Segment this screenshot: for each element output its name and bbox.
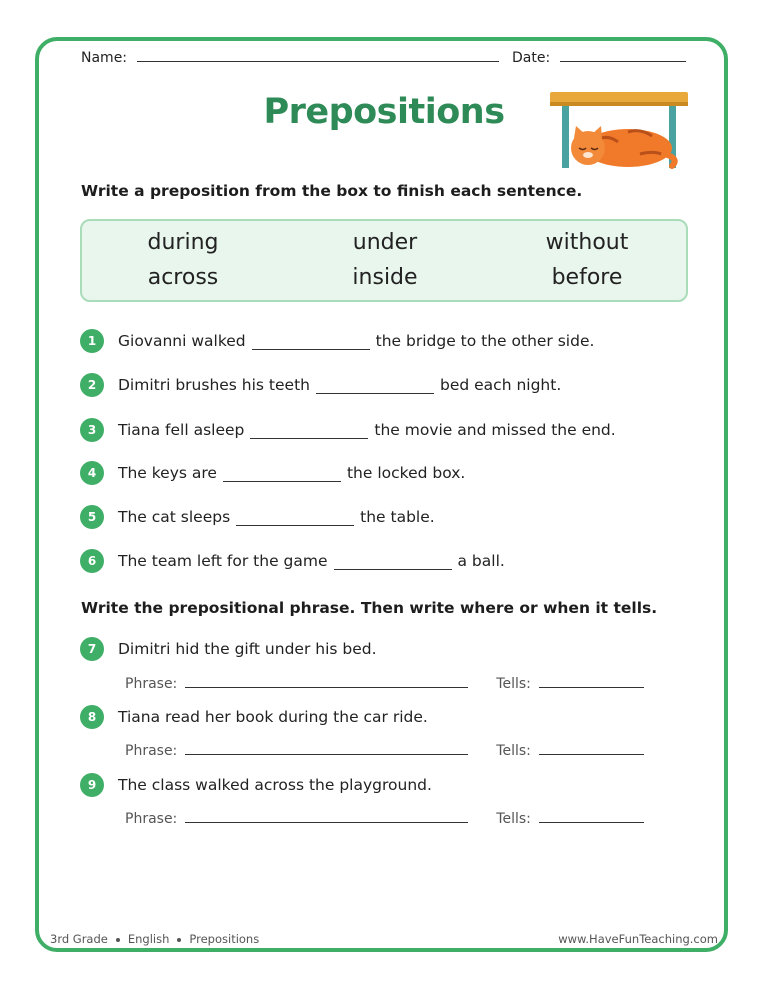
- word-bank: [80, 219, 688, 302]
- question-6: [80, 549, 505, 573]
- question-text-before: The keys are: [118, 464, 217, 482]
- answer-blank[interactable]: [223, 465, 341, 482]
- question-text-after: the table.: [360, 508, 435, 526]
- question-number-badge: 1: [80, 329, 104, 353]
- cat-under-table-illustration: [548, 88, 690, 172]
- question-number-badge: 2: [80, 373, 104, 397]
- name-line[interactable]: [137, 61, 499, 62]
- question-5: [80, 505, 435, 529]
- part1-instruction: Write a preposition from the box to finish each sentence.: [81, 182, 583, 200]
- question-text-after: a ball.: [457, 552, 505, 570]
- name-date-row: [81, 50, 686, 66]
- question-number-badge: 9: [80, 773, 104, 797]
- date-label: Date:: [512, 50, 551, 66]
- answer-row-8: [125, 743, 644, 759]
- question-text-before: Giovanni walked: [118, 332, 246, 350]
- question-1: [80, 329, 594, 353]
- part2-instruction: Write the prepositional phrase. Then write where or when it tells.: [81, 599, 658, 617]
- question-8: [80, 705, 428, 729]
- footer-grade: 3rd Grade: [50, 932, 108, 946]
- word-bank-item: inside: [352, 265, 418, 290]
- phrase-label: Phrase:: [125, 811, 178, 827]
- tells-line[interactable]: [539, 822, 644, 823]
- tells-label: Tells:: [496, 811, 531, 827]
- phrase-line[interactable]: [185, 687, 468, 688]
- question-number-badge: 3: [80, 418, 104, 442]
- name-label: Name:: [81, 50, 128, 66]
- tells-line[interactable]: [539, 687, 644, 688]
- question-text-before: The team left for the game: [118, 552, 328, 570]
- question-text: Tiana read her book during the car ride.: [118, 708, 428, 726]
- question-number-badge: 7: [80, 637, 104, 661]
- question-text: Dimitri hid the gift under his bed.: [118, 640, 377, 658]
- bullet-dot: [177, 938, 181, 942]
- answer-blank[interactable]: [250, 422, 368, 439]
- answer-row-9: [125, 811, 644, 827]
- question-number-badge: 6: [80, 549, 104, 573]
- bullet-dot: [116, 938, 120, 942]
- question-text-after: bed each night.: [440, 376, 562, 394]
- question-2: [80, 373, 561, 397]
- answer-row-7: [125, 676, 644, 692]
- question-7: [80, 637, 377, 661]
- footer-breadcrumb: [50, 932, 259, 946]
- question-number-badge: 4: [80, 461, 104, 485]
- answer-blank[interactable]: [236, 509, 354, 526]
- page-title: Prepositions: [263, 92, 505, 132]
- question-text-before: The cat sleeps: [118, 508, 231, 526]
- phrase-label: Phrase:: [125, 743, 178, 759]
- question-number-badge: 5: [80, 505, 104, 529]
- date-line[interactable]: [560, 61, 686, 62]
- answer-blank[interactable]: [316, 377, 434, 394]
- question-9: [80, 773, 432, 797]
- footer-subject: English: [127, 932, 170, 946]
- question-text: The class walked across the playground.: [118, 776, 432, 794]
- tells-label: Tells:: [496, 743, 531, 759]
- phrase-label: Phrase:: [125, 676, 178, 692]
- question-3: [80, 418, 616, 442]
- phrase-line[interactable]: [185, 754, 468, 755]
- phrase-line[interactable]: [185, 822, 468, 823]
- word-bank-item: across: [147, 265, 219, 290]
- footer-site[interactable]: www.HaveFunTeaching.com: [558, 932, 718, 946]
- question-text-after: the bridge to the other side.: [375, 332, 595, 350]
- question-4: [80, 461, 465, 485]
- footer-topic: Prepositions: [189, 932, 260, 946]
- answer-blank[interactable]: [334, 553, 452, 570]
- word-bank-item: under: [352, 230, 418, 255]
- word-bank-item: before: [551, 265, 623, 290]
- question-text-before: Dimitri brushes his teeth: [118, 376, 310, 394]
- word-bank-item: without: [545, 230, 629, 255]
- question-text-before: Tiana fell asleep: [118, 421, 245, 439]
- answer-blank[interactable]: [252, 333, 370, 350]
- question-number-badge: 8: [80, 705, 104, 729]
- question-text-after: the locked box.: [346, 464, 466, 482]
- question-text-after: the movie and missed the end.: [374, 421, 616, 439]
- tells-line[interactable]: [539, 754, 644, 755]
- tells-label: Tells:: [496, 676, 531, 692]
- word-bank-item: during: [147, 230, 219, 255]
